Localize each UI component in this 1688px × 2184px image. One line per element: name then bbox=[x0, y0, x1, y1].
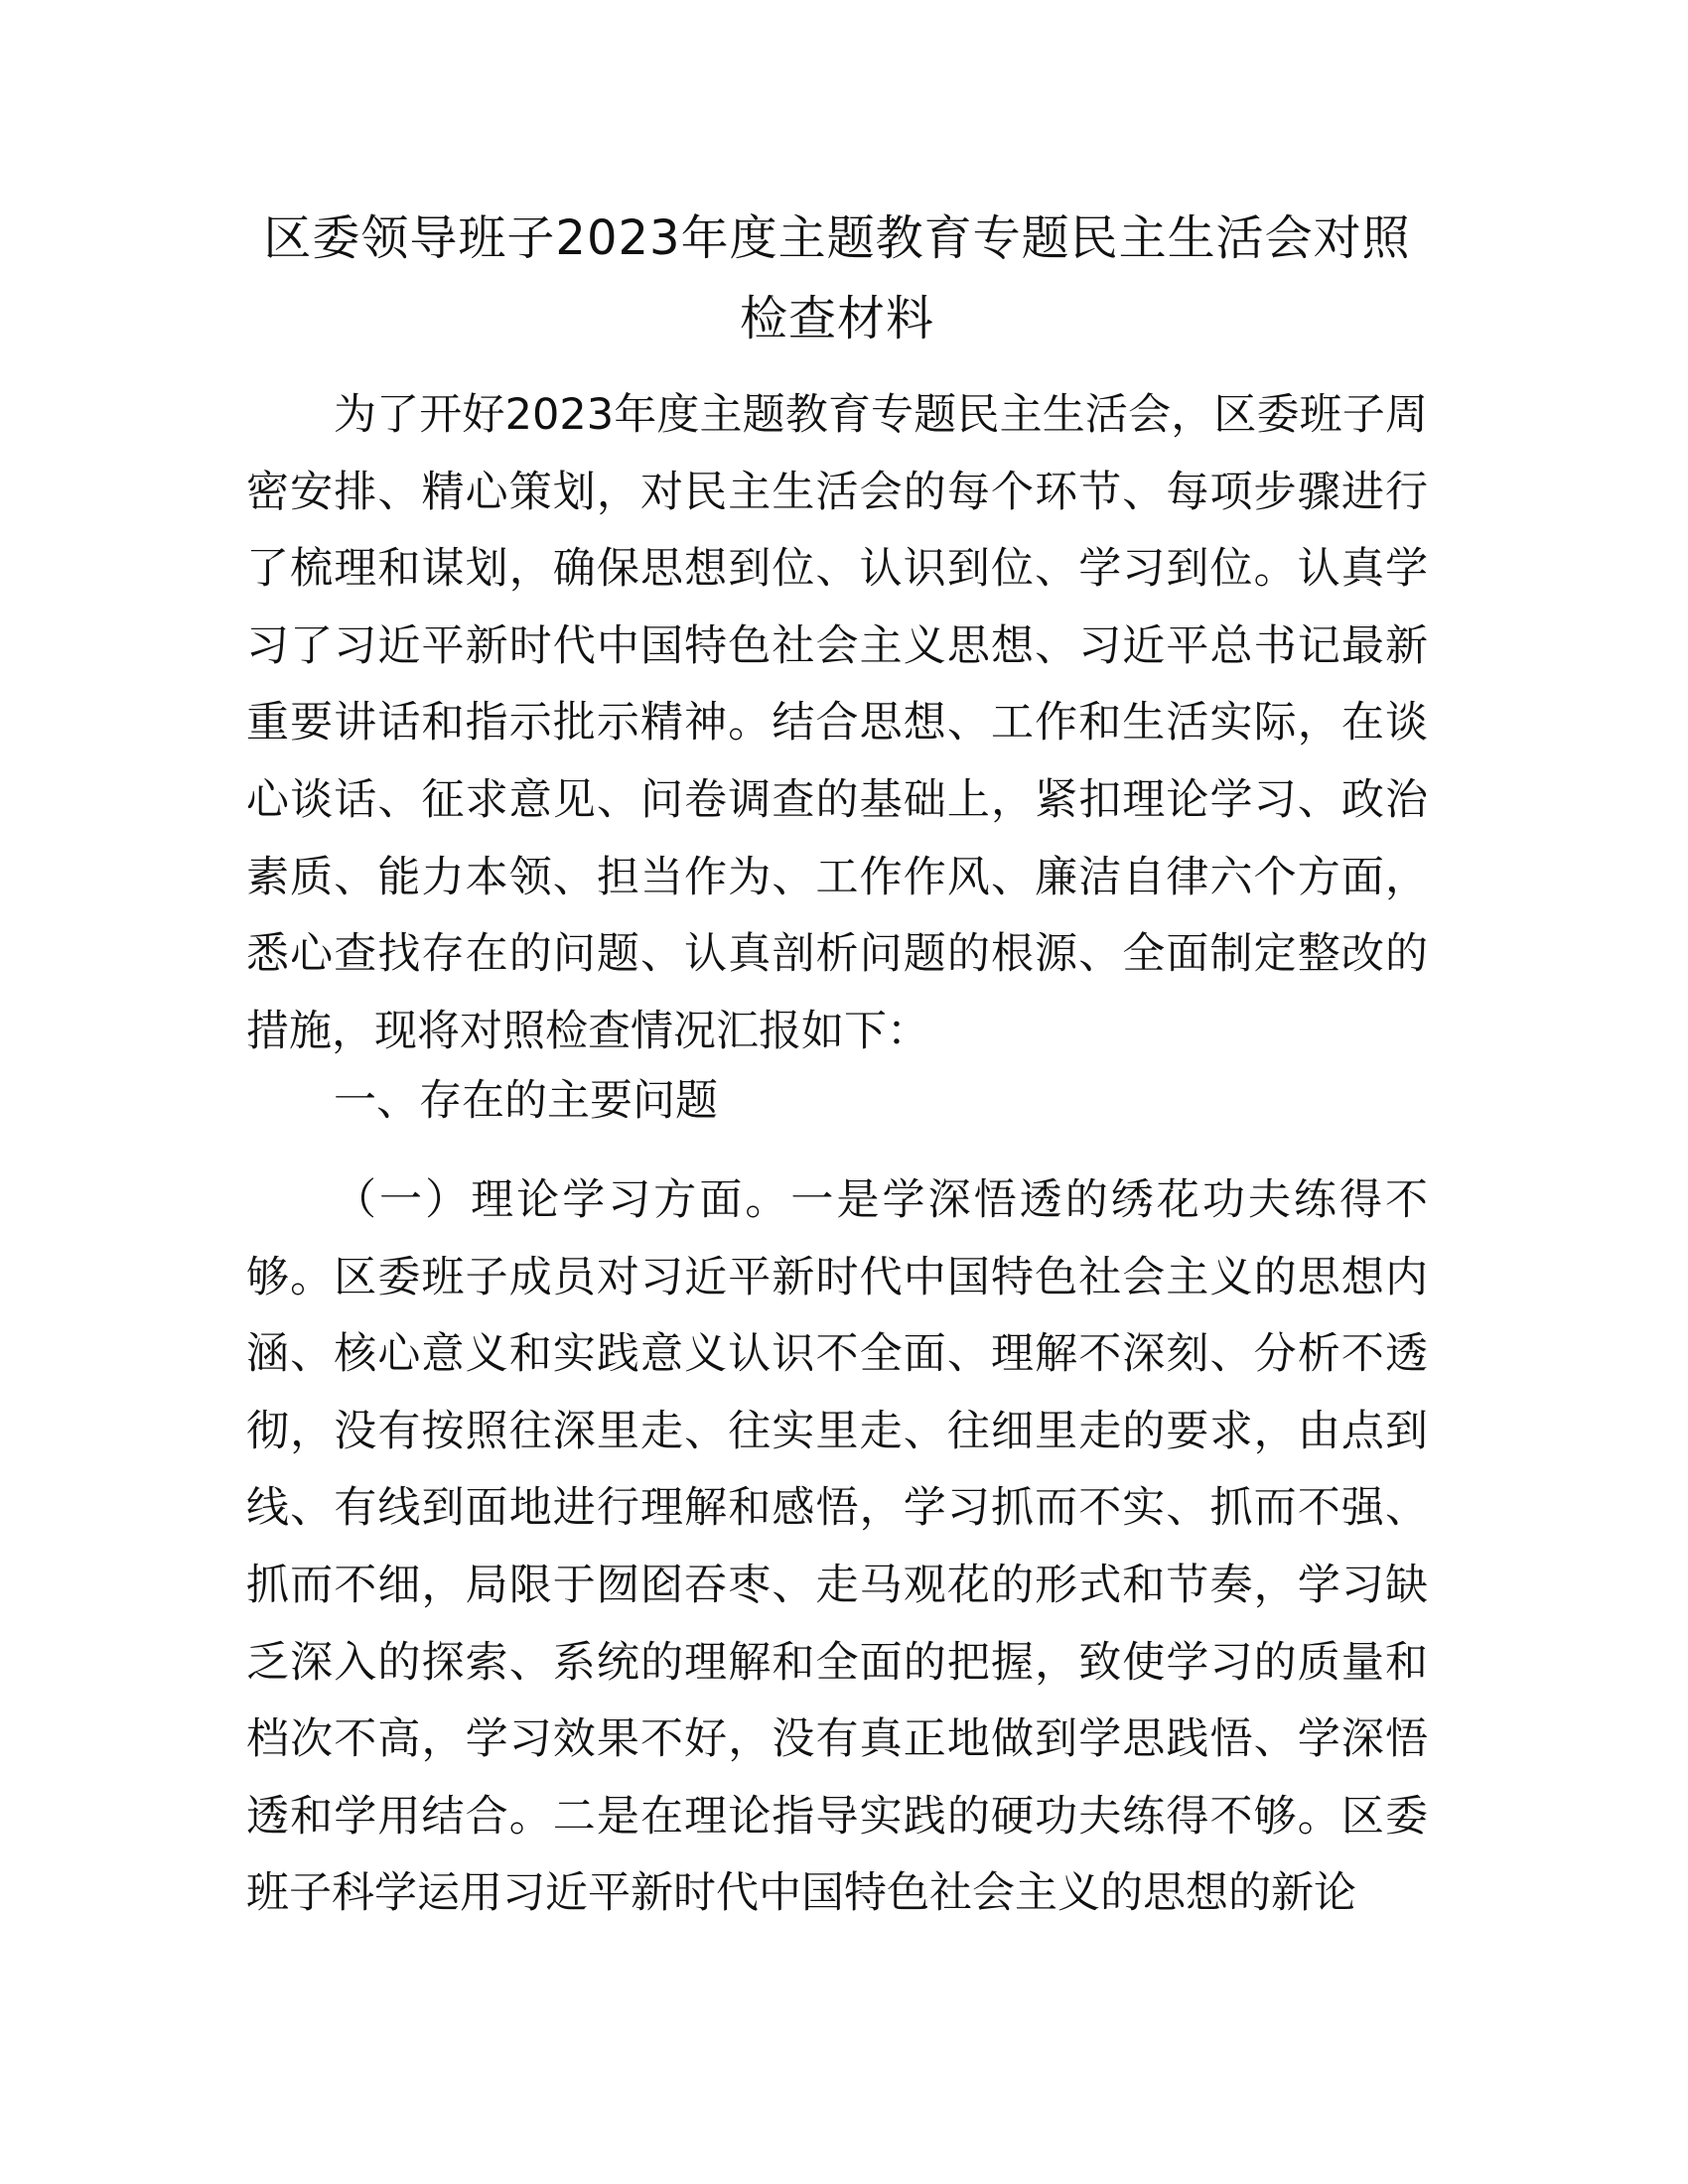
document-title: 区委领导班子2023年度主题教育专题民主生活会对照检查材料 bbox=[263, 210, 1411, 346]
section-paragraph: （一）理论学习方面。一是学深悟透的绣花功夫练得不够。区委班子成员对习近平新时代中国特色社会主义的思想内涵、核心意义和实践意义认识不全面、理解不深刻、分析不透彻，没有按照往深里走、往实里走、往细里走的要求，由点到线、有线到面地进行理解和感悟，学习抓而不实、抓而不强、抓而不细，局限于囫囵吞枣、走马观花的形式和节奏，学习缺乏深入的探索、系统的理解和全面的把握，致使学习的质量和档次不高，学习效果不好，没有真正地做到学思践悟、学深悟透和学用结合。二是在理论指导实践的硬功夫练得不够。区委班子科学运用习近平新时代中国特色社会主义的思想的新论 bbox=[246, 1175, 1428, 1919]
intro-paragraph: 为了开好2023年度主题教育专题民主生活会，区委班子周密安排、精心策划，对民主生活会的每个环节、每项步骤进行了梳理和谋划，确保思想到位、认识到位、学习到位。认真学习了习近平新时代中国特色社会主义思想、习近平总书记最新重要讲话和指示批示精神。结合思想、工作和生活实际，在谈心谈话、征求意见、问卷调查的基础上，紧扣理论学习、政治素质、能力本领、担当作为、工作作风、廉洁自律六个方面，悉心查找存在的问题、认真剖析问题的根源、全面制定整改的措施，现将对照检查情况汇报如下： bbox=[246, 390, 1428, 1056]
section-heading: 一、存在的主要问题 bbox=[334, 1076, 718, 1126]
